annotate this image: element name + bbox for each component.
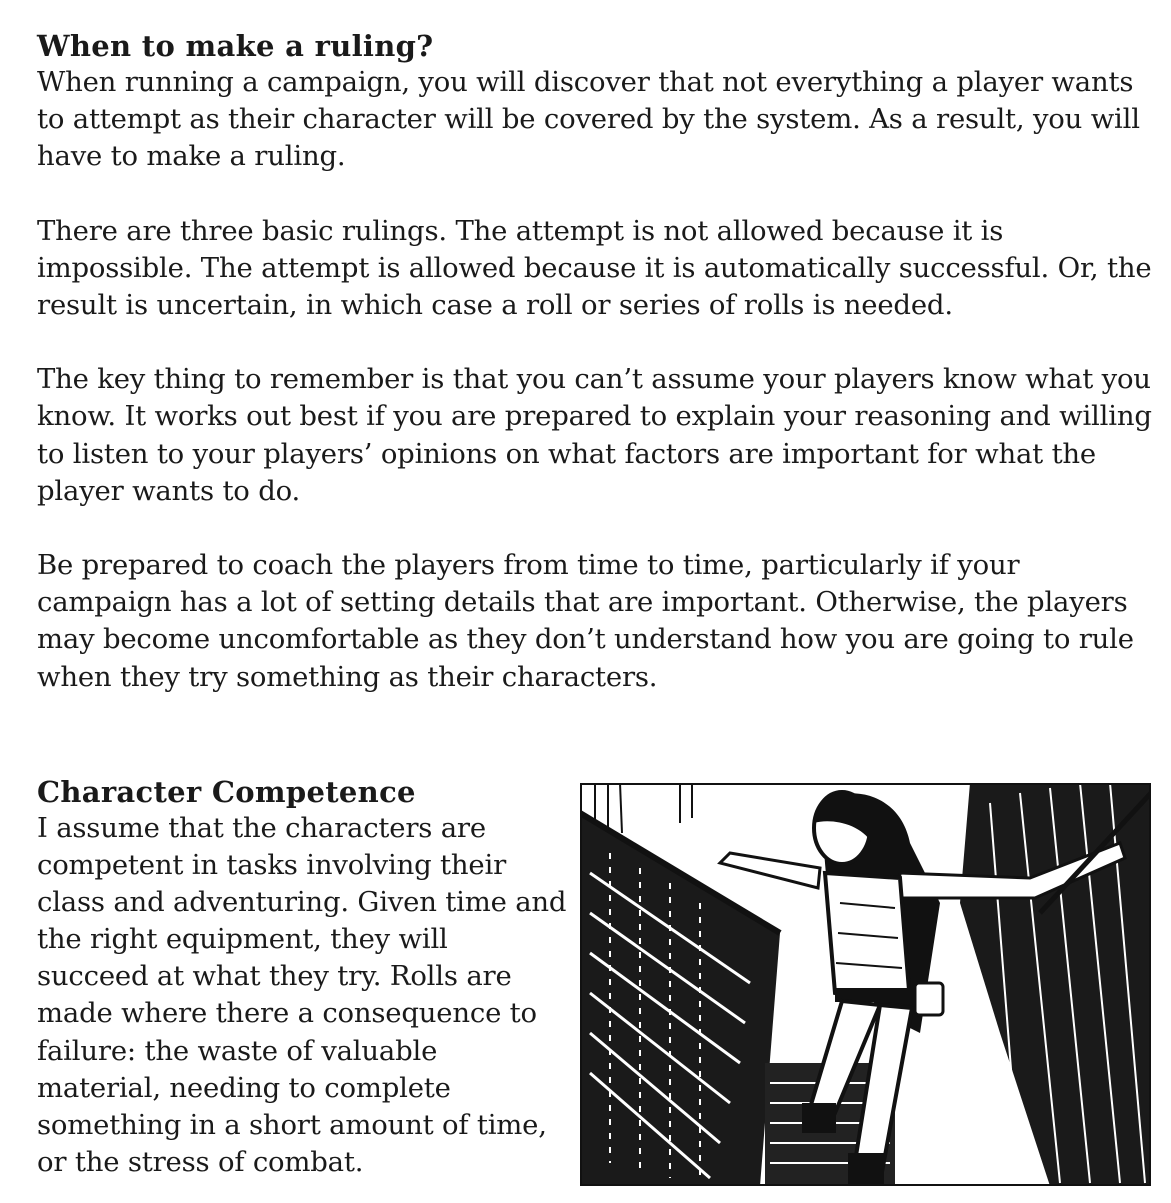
section-heading: Character Competence xyxy=(37,775,416,809)
rooftop-adventurer-illustration xyxy=(580,783,1151,1186)
section-heading: When to make a ruling? xyxy=(37,29,434,63)
paragraph: There are three basic rulings. The attempt is not allowed because it is impossible. The attempt is allowed because it is automatically successful. Or, the result is uncertain, in which case a roll or series of rolls is needed. xyxy=(37,214,1152,322)
paragraph: Be prepared to coach the players from time to time, particularly if your campaign has a lot of setting details that are important. Otherwise, the players may become uncomfortable as they don’t understand how you are going to rule when they try something as their characters. xyxy=(37,549,1134,693)
section-when-to-rule xyxy=(37,28,1157,696)
paragraph: The key thing to remember is that you can’t assume your players know what you know. It works out best if you are prepared to explain your reasoning and willing to listen to your players’ opinions on what factors are important for what the player wants to do. xyxy=(37,363,1152,507)
paragraph: I assume that the characters are competent in tasks involving their class and adventuring. Given time and the right equipment, they will succeed at what they try. Rolls are made where there a consequence to failure: the waste of valuable material, needing to complete something in a short amount of time, or the stress of combat. xyxy=(37,812,567,1178)
section-character-competence xyxy=(37,774,567,1181)
paragraph: When running a campaign, you will discover that not everything a player wants to attempt as their character will be covered by the system. As a result, you will have to make a ruling. xyxy=(37,66,1140,173)
